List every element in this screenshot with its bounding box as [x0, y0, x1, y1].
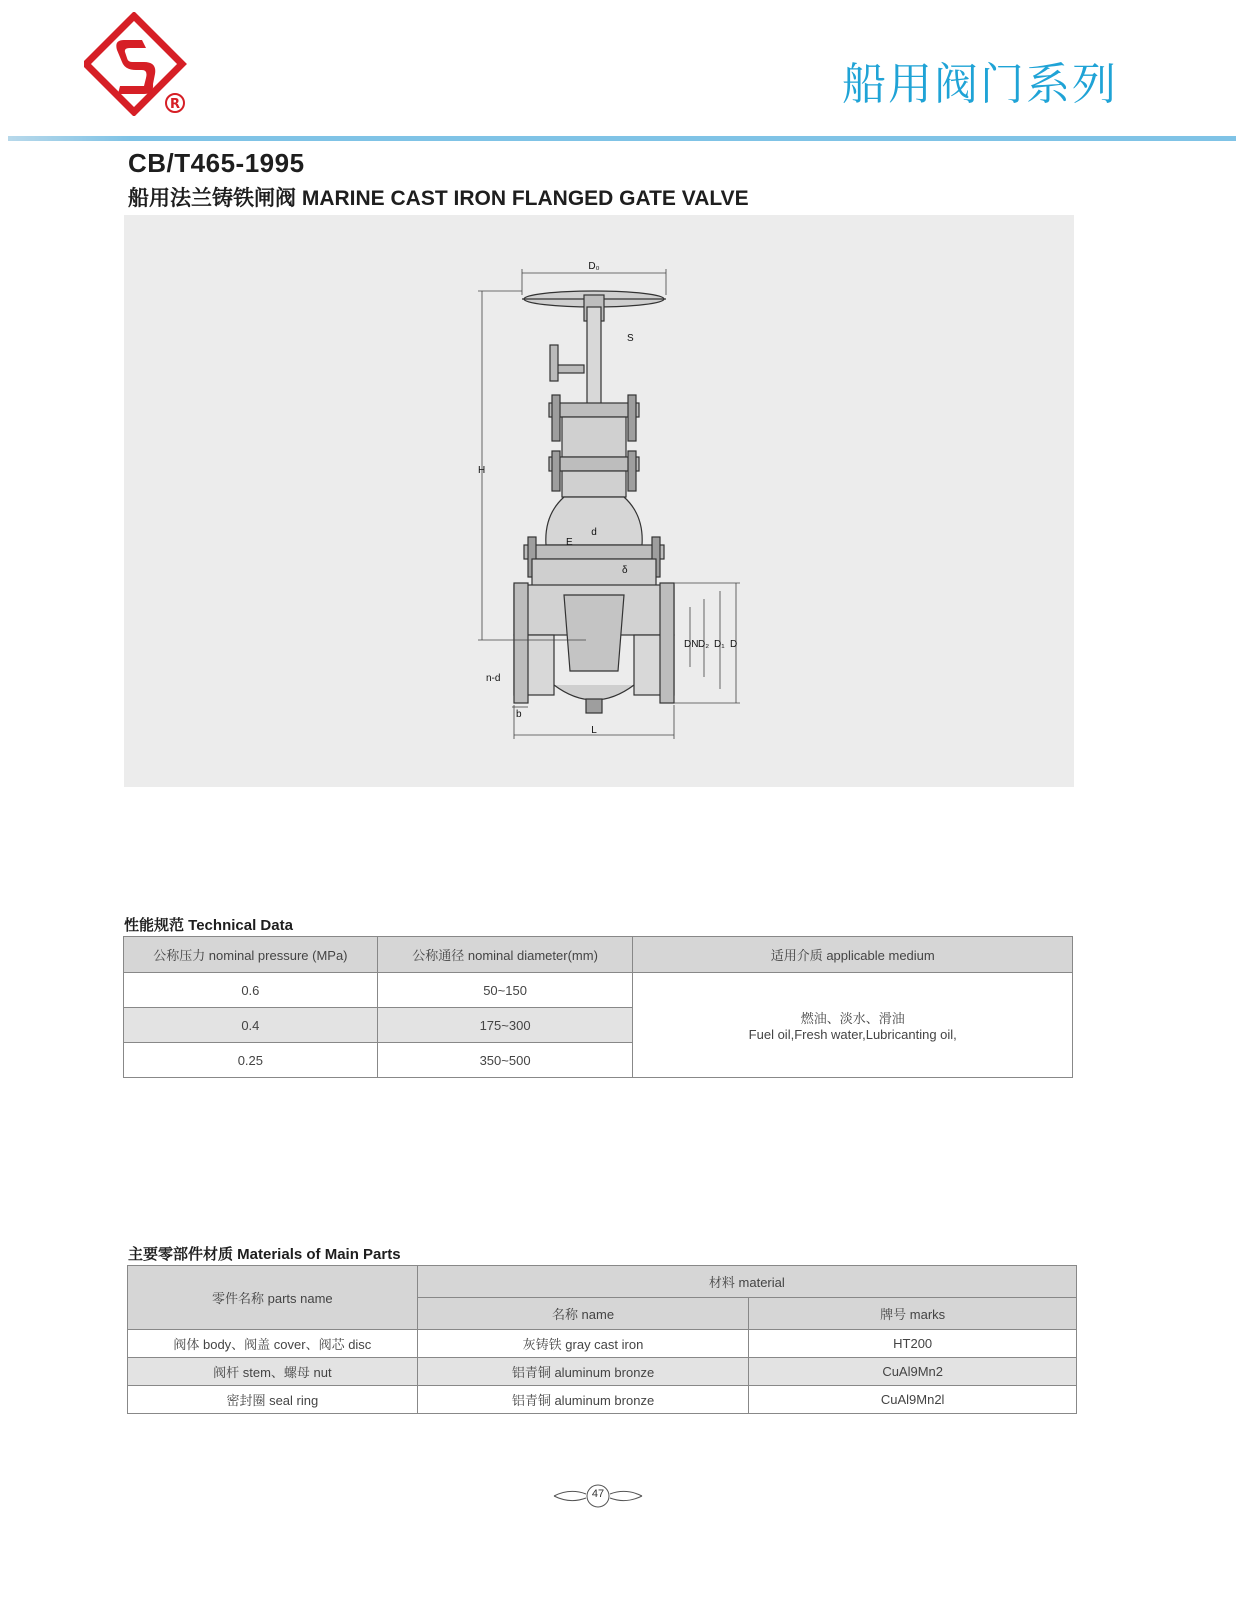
- header-material-name: 名称 name: [417, 1298, 749, 1330]
- label-d-small: d: [591, 527, 597, 538]
- part-cell: 阀杆 stem、螺母 nut: [128, 1358, 418, 1386]
- header-medium: 适用介质 applicable medium: [633, 937, 1073, 973]
- materials-title: 主要零部件材质 Materials of Main Parts: [128, 1246, 401, 1263]
- material-name-cell: 铝青铜 aluminum bronze: [417, 1386, 749, 1414]
- label-nd: n-d: [486, 673, 501, 684]
- company-logo: [84, 12, 194, 116]
- diameter-cell: 175~300: [377, 1008, 633, 1043]
- label-b: b: [516, 709, 522, 720]
- header-diameter: 公称通径 nominal diameter(mm): [377, 937, 633, 973]
- page-number-text: 47: [591, 1488, 605, 1500]
- medium-zh: 燃油、淡水、滑油: [800, 1011, 905, 1026]
- label-d-large: D: [730, 639, 738, 650]
- svg-text:R: R: [169, 97, 181, 112]
- header-divider: [8, 136, 1236, 141]
- label-d2: D₂: [698, 639, 710, 650]
- header-marks: 牌号 marks: [749, 1298, 1077, 1330]
- diameter-cell: 350~500: [377, 1043, 633, 1078]
- label-l: L: [591, 725, 597, 736]
- label-d0: D₀: [588, 261, 600, 272]
- page-number: [550, 1484, 646, 1508]
- table-row: [128, 1330, 1077, 1358]
- label-d1: D₁: [714, 639, 725, 650]
- material-name-cell: 灰铸铁 gray cast iron: [417, 1330, 749, 1358]
- header-material: 材料 material: [417, 1266, 1076, 1298]
- diameter-cell: 50~150: [377, 973, 633, 1008]
- pressure-cell: 0.25: [124, 1043, 378, 1078]
- medium-cell: [633, 973, 1073, 1078]
- series-title: 船用阀门系列: [842, 59, 1118, 110]
- part-cell: 阀体 body、阀盖 cover、阀芯 disc: [128, 1330, 418, 1358]
- label-dn: DN: [684, 639, 699, 650]
- table-row: [128, 1358, 1077, 1386]
- materials-table: [127, 1265, 1077, 1414]
- pressure-cell: 0.4: [124, 1008, 378, 1043]
- marks-cell: CuAl9Mn2l: [749, 1386, 1077, 1414]
- pressure-cell: 0.6: [124, 973, 378, 1008]
- part-cell: 密封圈 seal ring: [128, 1386, 418, 1414]
- label-e: E: [566, 537, 573, 548]
- label-s: S: [627, 333, 634, 344]
- technical-data-table: [123, 936, 1073, 1078]
- marks-cell: CuAl9Mn2: [749, 1358, 1077, 1386]
- table-row: [124, 973, 1073, 1008]
- label-delta: δ: [622, 565, 628, 576]
- header-pressure: 公称压力 nominal pressure (MPa): [124, 937, 378, 973]
- table-row: [128, 1386, 1077, 1414]
- technical-data-title: 性能规范 Technical Data: [124, 917, 293, 934]
- medium-en: Fuel oil,Fresh water,Lubricanting oil,: [748, 1027, 957, 1042]
- gate-valve-drawing: [124, 215, 1074, 787]
- standard-code: CB/T465-1995: [128, 148, 305, 178]
- product-title: 船用法兰铸铁闸阀 MARINE CAST IRON FLANGED GATE VALVE: [128, 187, 749, 210]
- material-name-cell: 铝青铜 aluminum bronze: [417, 1358, 749, 1386]
- header-part-name: 零件名称 parts name: [128, 1266, 418, 1330]
- marks-cell: HT200: [749, 1330, 1077, 1358]
- valve-drawing-panel: [124, 215, 1074, 787]
- label-h: H: [478, 465, 486, 476]
